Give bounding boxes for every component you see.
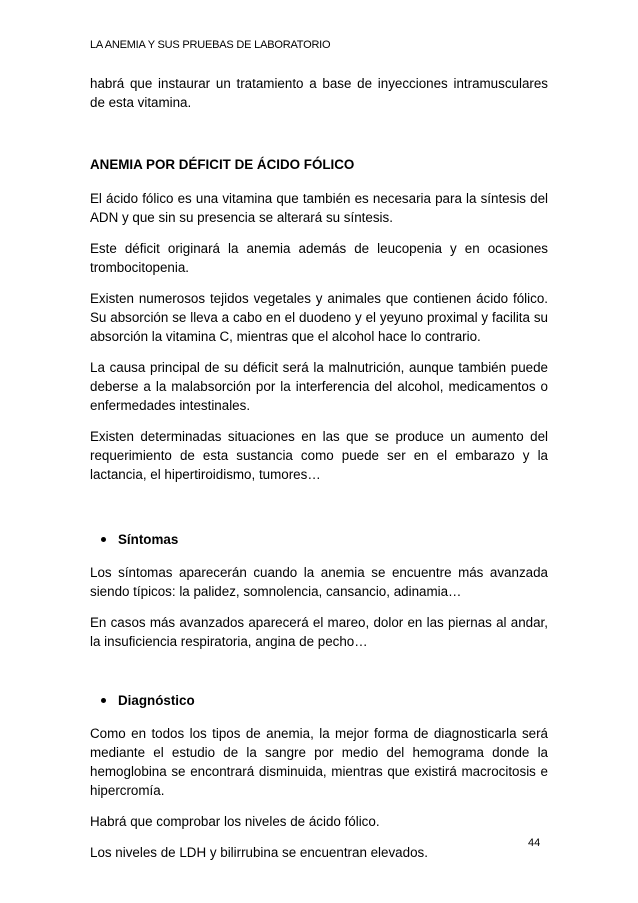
bullet-icon bbox=[101, 698, 106, 703]
intro-paragraph: habrá que instaurar un tratamiento a base de inyecciones intramusculares de esta vitamina. bbox=[90, 76, 548, 110]
symptoms-paragraph-1: Los síntomas aparecerán cuando la anemia se encuentre más avanzada siendo típicos: la palidez, somnolencia, cansancio, adinamia… bbox=[90, 565, 548, 599]
section-paragraph-2: Este déficit originará la anemia además de leucopenia y en ocasiones trombocitopenia. bbox=[90, 241, 548, 275]
page-number: 44 bbox=[528, 837, 541, 849]
symptoms-heading-label: Síntomas bbox=[118, 532, 179, 547]
diagnosis-paragraph-3: Los niveles de LDH y bilirrubina se encuentran elevados. bbox=[90, 845, 428, 860]
bullet-icon bbox=[101, 537, 106, 542]
section-paragraph-4: La causa principal de su déficit será la malnutrición, aunque también puede deberse a la malabsorción por la interferencia del alcohol, medicamentos o enfermedades intestinales. bbox=[90, 360, 548, 413]
section-paragraph-3: Existen numerosos tejidos vegetales y animales que contienen ácido fólico. Su absorción se lleva a cabo en el duodeno y el yeyuno proximal y facilita su absorción la vitamina C, mientras que el alcohol hace lo contrario. bbox=[90, 291, 548, 344]
diagnosis-heading bbox=[90, 691, 548, 710]
diagnosis-paragraph-1: Como en todos los tipos de anemia, la mejor forma de diagnosticarla será mediante el estudio de la sangre por medio del hemograma donde la hemoglobina se encontrará disminuida, mientras que existirá macrocitosis e hipercromía. bbox=[90, 726, 548, 798]
diagnosis-paragraph-2: Habrá que comprobar los niveles de ácido fólico. bbox=[90, 814, 380, 829]
diagnosis-heading-label: Diagnóstico bbox=[118, 693, 195, 708]
section-paragraph-5: Existen determinadas situaciones en las que se produce un aumento del requerimiento de esta sustancia como puede ser en el embarazo y la lactancia, el hipertiroidismo, tumores… bbox=[90, 429, 548, 482]
page-content bbox=[90, 74, 548, 862]
symptoms-paragraph-2: En casos más avanzados aparecerá el mareo, dolor en las piernas al andar, la insuficiencia respiratoria, angina de pecho… bbox=[90, 615, 548, 649]
running-header: LA ANEMIA Y SUS PRUEBAS DE LABORATORIO bbox=[90, 39, 331, 51]
section-title: ANEMIA POR DÉFICIT DE ÁCIDO FÓLICO bbox=[90, 157, 355, 172]
symptoms-heading bbox=[90, 530, 548, 549]
section-paragraph-1: El ácido fólico es una vitamina que también es necesaria para la síntesis del ADN y que sin su presencia se alterará su síntesis. bbox=[90, 191, 548, 225]
